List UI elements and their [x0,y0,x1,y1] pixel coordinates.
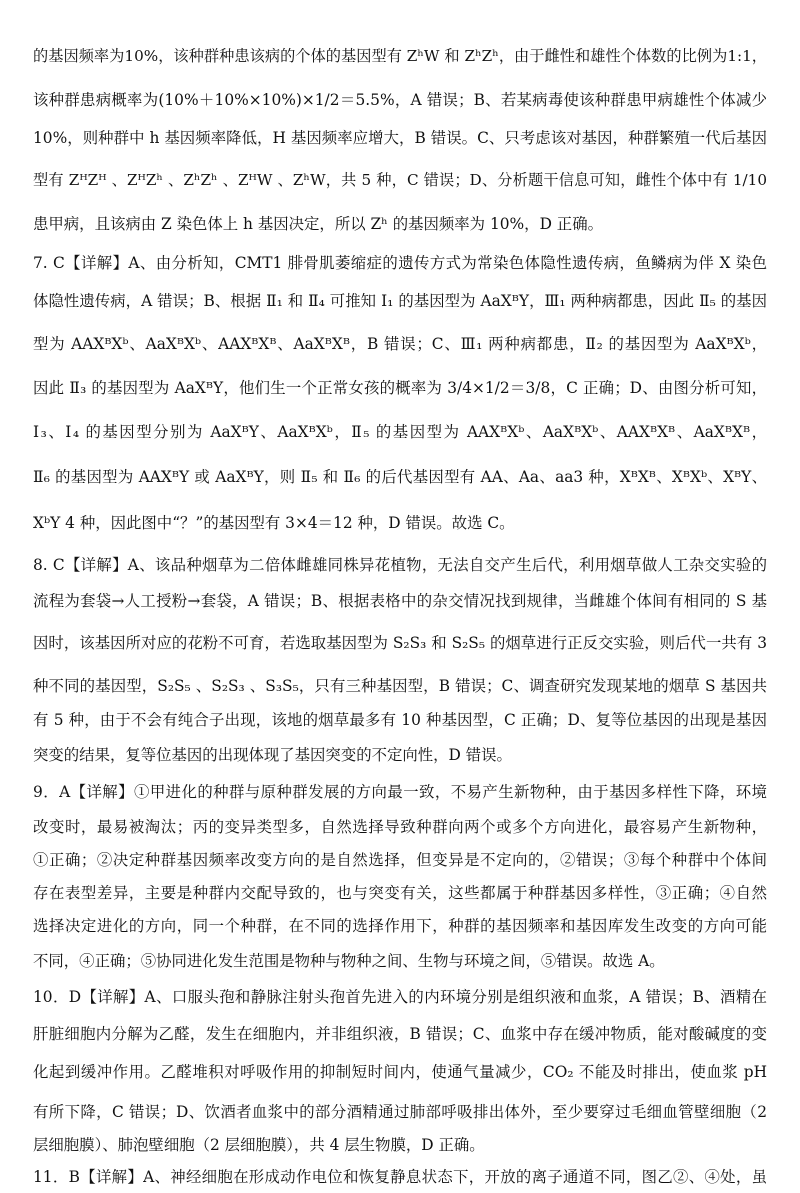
text-line: 因此 Ⅱ₃ 的基因型为 AaXᴮY，他们生一个正常女孩的概率为 3/4×1/2＝3/8，C 正确；D、由图分析可知， [33,379,767,397]
text-line: 化起到缓冲作用。乙醛堆积对呼吸作用的抑制短时间内，使通气量减少，CO₂ 不能及时排出，使血浆 pH [33,1063,767,1081]
text-line: Ⅱ₆ 的基因型为 AAXᴮY 或 AaXᴮY，则 Ⅱ₅ 和 Ⅱ₆ 的后代基因型有 AA、Aa、aa3 种，XᴮXᴮ、XᴮXᵇ、XᴮY、 [33,468,767,486]
text-line: 的基因频率为10%，该种群种患该病的个体的基因型有 ZʰW 和 ZʰZʰ，由于雌性和雄性个体数的比例为1:1， [33,47,767,65]
text-line: 改变时，最易被淘汰；丙的变异类型多，自然选择导致种群向两个或多个方向进化，最容易产生新物种， [33,818,767,836]
text-line: ①正确；②决定种群基因频率改变方向的是自然选择，但变异是不定向的，②错误；③每个种群中个体间 [33,851,767,869]
text-line: Ⅰ₃、Ⅰ₄ 的基因型分别为 AaXᴮY、AaXᴮXᵇ，Ⅱ₅ 的基因型为 AAXᴮXᵇ、AaXᴮXᵇ、AAXᴮXᴮ、AaXᴮXᴮ， [33,423,767,441]
text-line: 该种群患病概率为(10%＋10%×10%)×1/2＝5.5%，A 错误；B、若某病毒使该种群患甲病雄性个体减少 [33,91,767,109]
text-line: 患甲病，且该病由 Z 染色体上 h 基因决定，所以 Zʰ 的基因频率为 10%，D 正确。 [33,215,603,233]
text-line: 有所下降，C 错误；D、饮酒者血浆中的部分酒精通过肺部呼吸排出体外，至少要穿过毛细血管壁细胞（2 [33,1103,767,1121]
text-line: 型为 AAXᴮXᵇ、AaXᴮXᵇ、AAXᴮXᴮ、AaXᴮXᴮ，B 错误；C、Ⅲ₁ 两种病都患，Ⅱ₂ 的基因型为 AaXᴮXᵇ， [33,335,767,353]
text-line: 流程为套袋→人工授粉→套袋，A 错误；B、根据表格中的杂交情况找到规律，当雌雄个体间有相同的 S 基 [33,592,767,610]
text-line: 不同，④正确；⑤协同进化发生范围是物种与物种之间、生物与环境之间，⑤错误。故选 A。 [33,952,665,970]
text-line: 因时，该基因所对应的花粉不可育，若选取基因型为 S₂S₃ 和 S₂S₅ 的烟草进行正反交实验，则后代一共有 3 [33,634,767,652]
text-line: 型有 ZᴴZᴴ 、ZᴴZʰ 、ZʰZʰ 、ZᴴW 、ZʰW，共 5 种，C 错误；D、分析题干信息可知，雌性个体中有 1/10 [33,171,767,189]
text-line: 种不同的基因型，S₂S₅ 、S₂S₃ 、S₃S₅，只有三种基因型，B 错误；C、调查研究发现某地的烟草 S 基因共 [33,677,767,695]
text-line: 选择决定进化的方向，同一个种群，在不同的选择作用下，种群的基因频率和基因库发生改变的方向可能 [33,917,767,935]
text-line: 层细胞膜）、肺泡壁细胞（2 层细胞膜），共 4 层生物膜，D 正确。 [33,1136,485,1154]
text-line: 突变的结果，复等位基因的出现体现了基因突变的不定向性，D 错误。 [33,746,512,764]
text-line: 11．B【详解】A、神经细胞在形成动作电位和恢复静息状态下，开放的离子通道不同，图乙②、④处，虽 [33,1168,767,1186]
text-line: 体隐性遗传病，A 错误；B、根据 Ⅱ₁ 和 Ⅱ₄ 可推知 Ⅰ₁ 的基因型为 AaXᴮY，Ⅲ₁ 两种病都患，因此 Ⅱ₅ 的基因 [33,292,767,310]
text-line: 10．D【详解】A、口服头孢和静脉注射头孢首先进入的内环境分别是组织液和血浆，A 错误；B、酒精在 [33,988,767,1006]
text-line: 肝脏细胞内分解为乙醛，发生在细胞内，并非组织液，B 错误；C、血浆中存在缓冲物质，能对酸碱度的变 [33,1025,767,1043]
text-line: 9．A【详解】①甲进化的种群与原种群发展的方向最一致，不易产生新物种，由于基因多样性下降，环境 [33,783,767,801]
text-line: 8. C【详解】A、该品种烟草为二倍体雌雄同株异花植物，无法自交产生后代，利用烟草做人工杂交实验的 [33,556,767,574]
text-line: 存在表型差异，主要是种群内交配导致的，也与突变有关，这些都属于种群基因多样性，③正确；④自然 [33,884,767,902]
text-line: 10%，则种群中 h 基因频率降低，H 基因频率应增大，B 错误。C、只考虑该对基因，种群繁殖一代后基因 [33,129,767,147]
text-line: 7. C【详解】A、由分析知，CMT1 腓骨肌萎缩症的遗传方式为常染色体隐性遗传病，鱼鳞病为伴 X 染色 [33,254,767,272]
text-line: XᵇY 4 种，因此图中“？”的基因型有 3×4＝12 种，D 错误。故选 C。 [33,514,515,532]
text-line: 有 5 种，由于不会有纯合子出现，该地的烟草最多有 10 种基因型，C 正确；D、复等位基因的出现是基因 [33,711,767,729]
